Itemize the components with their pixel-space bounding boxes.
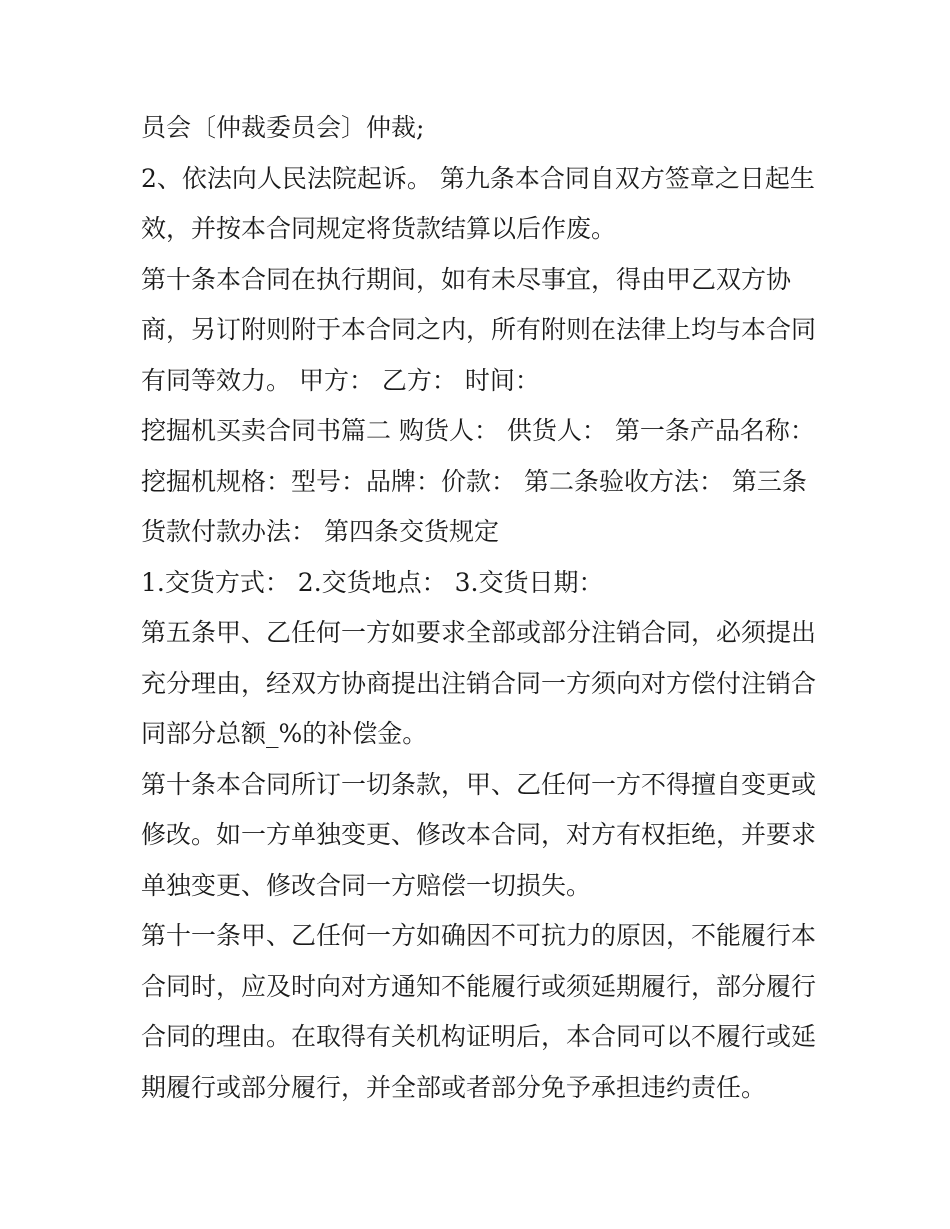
- text-line: 第五条甲、乙任何一方如要求全部或部分注销合同，必须提出: [141, 618, 817, 647]
- text-line: 有同等效力。 甲方： 乙方： 时间：: [141, 365, 540, 395]
- text-line: 1.交货方式： 2.交货地点： 3.交货日期：: [141, 567, 604, 597]
- text-line: 同部分总额_%的补偿金。: [141, 719, 428, 748]
- text-line: 充分理由，经双方协商提出注销合同一方须向对方偿付注销合: [141, 668, 817, 698]
- text-line: 第十条本合同在执行期间，如有未尽事宜，得由甲乙双方协: [141, 264, 792, 294]
- text-line: 货款付款办法： 第四条交货规定: [141, 517, 499, 546]
- text-line: 第十一条甲、乙任何一方如确因不可抗力的原因，不能履行本: [141, 921, 817, 950]
- text-line: 单独变更、修改合同一方赔偿一切损失。: [141, 870, 592, 900]
- text-line: 效，并按本合同规定将货款结算以后作废。: [141, 214, 617, 243]
- text-line: 商，另订附则附于本合同之内，所有附则在法律上均与本合同: [141, 315, 817, 344]
- text-line: 合同时，应及时向对方通知不能履行或须延期履行，部分履行: [141, 971, 817, 1001]
- text-line: 员会〔仲裁委员会〕仲裁;: [141, 113, 425, 142]
- text-line: 挖掘机规格：型号：品牌：价款： 第二条验收方法： 第三条: [141, 466, 807, 496]
- text-line: 合同的理由。在取得有关机构证明后，本合同可以不履行或延: [141, 1022, 817, 1051]
- text-line: 2、依法向人民法院起诉。 第九条本合同自双方签章之日起生: [141, 163, 815, 193]
- text-line: 期履行或部分履行，并全部或者部分免予承担违约责任。: [141, 1072, 767, 1102]
- document-body: [141, 103, 821, 1113]
- text-line: 修改。如一方单独变更、修改本合同，对方有权拒绝，并要求: [141, 820, 817, 849]
- text-line: 第十条本合同所订一切条款，甲、乙任何一方不得擅自变更或: [141, 769, 817, 799]
- text-line: 挖掘机买卖合同书篇二 购货人： 供货人： 第一条产品名称：: [141, 416, 815, 445]
